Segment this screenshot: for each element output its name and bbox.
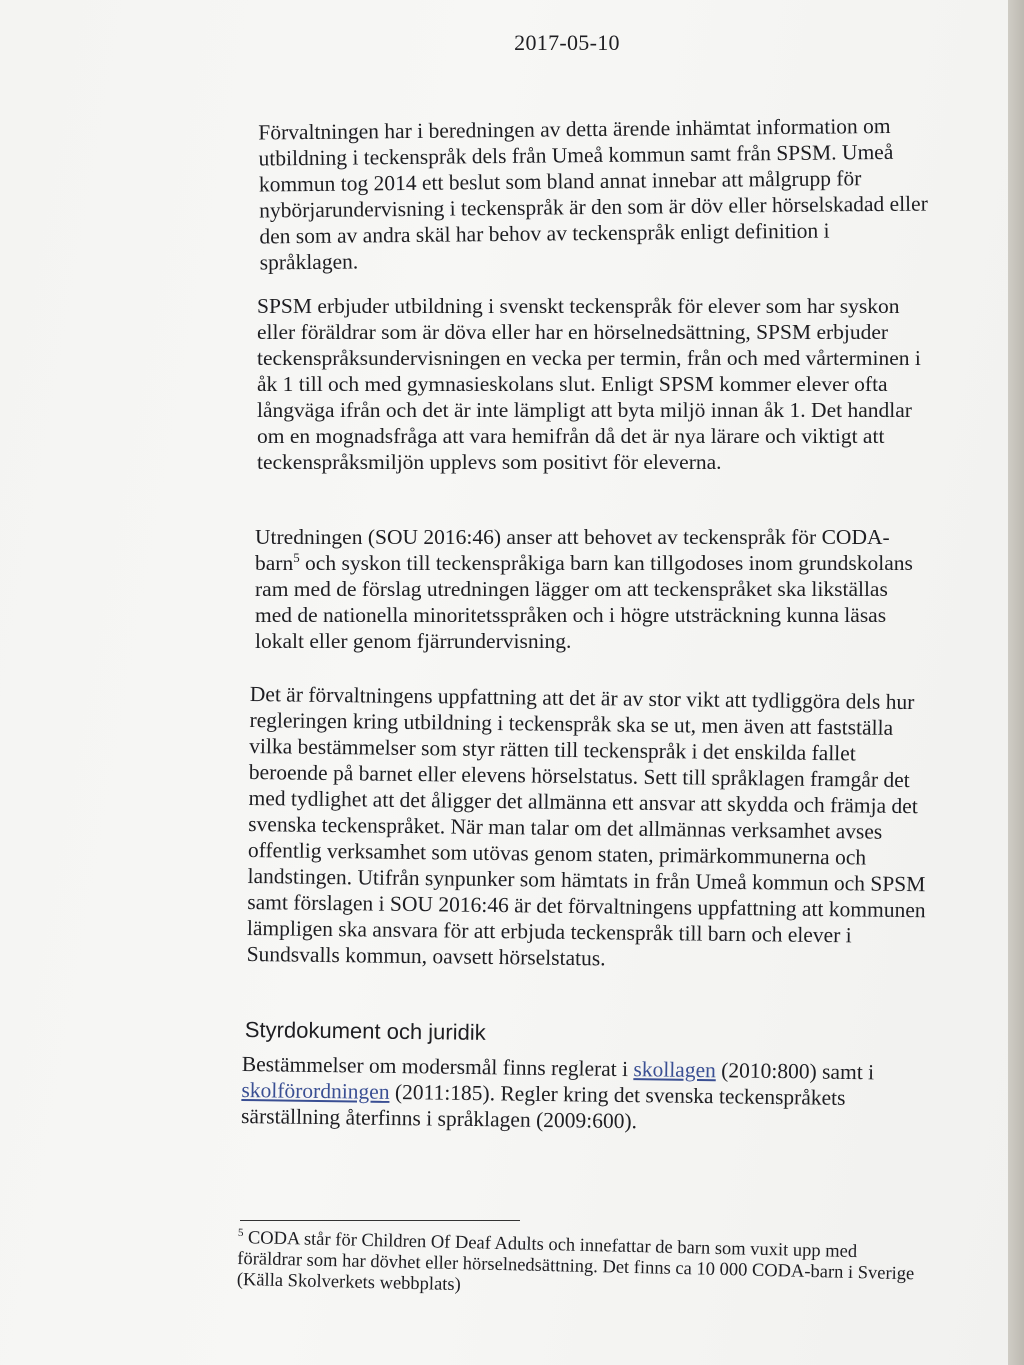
section-text-2: (2010:800) samt i [715,1058,875,1085]
footnote-text: CODA står för Children Of Deaf Adults och innefattar de barn som vuxit upp med föräldrar som har dövhet eller hörselnedsättning. Det finns ca 10 000 CODA-barn i Sverige (Källa Skolverkets webbplats) [236,1228,915,1296]
section-text-1: Bestämmelser om modersmål finns reglerat i [241,1051,634,1082]
footnote-reference[interactable]: 5 [293,550,300,565]
section-paragraph [241,1051,932,1138]
paragraph-2: SPSM erbjuder utbildning i svenskt teckenspråk för elever som har syskon eller föräldrar som är döva eller har en hörselnedsättning, SPSM erbjuder teckenspråksundervisningen en vecka per termin, från och med vårterminen i åk 1 till och med gymnasieskolans slut. Enligt SPSM kommer elever ofta långväga ifrån och det är inte lämpligt att byta miljö innan åk 1. Det handlar om en mognadsfråga att vara hemifrån då det är nya lärare och viktigt att teckenspråksmiljön upplevs som positivt för eleverna. [257,294,921,474]
section-text-3: (2011:185). Regler kring det svenska teckenspråkets särställning återfinns i språklagen (2009:600). [240,1079,846,1134]
footnote-divider [240,1220,520,1221]
skollagen-link[interactable]: skollagen [633,1057,717,1083]
footnote [237,1228,918,1306]
page-edge [1008,0,1024,1365]
paragraph-3-text-b: och syskon till teckenspråkiga barn kan tillgodoses inom grundskolans ram med de förslag utredningen lägger om att teckenspråket ska likställas med de nationella minoritetsspråken och i högre utsträckning kunna läsas lokalt eller genom fjärrundervisning. [255,551,913,653]
paragraph-1: Förvaltningen har i beredningen av detta ärende inhämtat information om utbildning i teckenspråk dels från Umeå kommun samt från SPSM. Umeå kommun tog 2014 ett beslut som bland annat innebar att målgrupp för nybörjarundervisning i teckenspråk är den som är döv eller hörselskadad eller den som av andra skäl har behov av teckenspråk enligt definition i språklagen. [258,113,928,275]
skolforordningen-link[interactable]: skolförordningen [241,1077,390,1104]
document-date: 2017-05-10 [514,30,620,55]
paragraph-3-text-a: Utredningen (SOU 2016:46) anser att behovet av teckenspråk för CODA-barn [255,525,890,575]
paragraph-3 [255,524,927,654]
paragraph-4: Det är förvaltningens uppfattning att det är av stor vikt att tydliggöra dels hur regleringen kring utbildning i teckenspråk ska se ut, men även att fastställa vilka bestämmelser som styr rätten till teckenspråk i det enskilda fallet beroende på barnet eller elevens hörselstatus. Sett till språklagen framgår det med tydlighet att det åligger det allmänna ett ansvar att skydda och främja det svenska teckenspråket. När man talar om det allmännas verksamhet avses offentlig verksamhet som utövas genom staten, primärkommunerna och landstingen. Utifrån synpunker som hämtats in från Umeå kommun och SPSM samt förslagen i SOU 2016:46 är det förvaltningens uppfattning att kommunen lämpligen ska ansvara för att erbjuda teckenspråk till barn och elever i Sundsvalls kommun, oavsett hörselstatus. [246,681,926,971]
section-heading: Styrdokument och juridik [244,1017,486,1045]
footnote-marker: 5 [237,1226,244,1239]
